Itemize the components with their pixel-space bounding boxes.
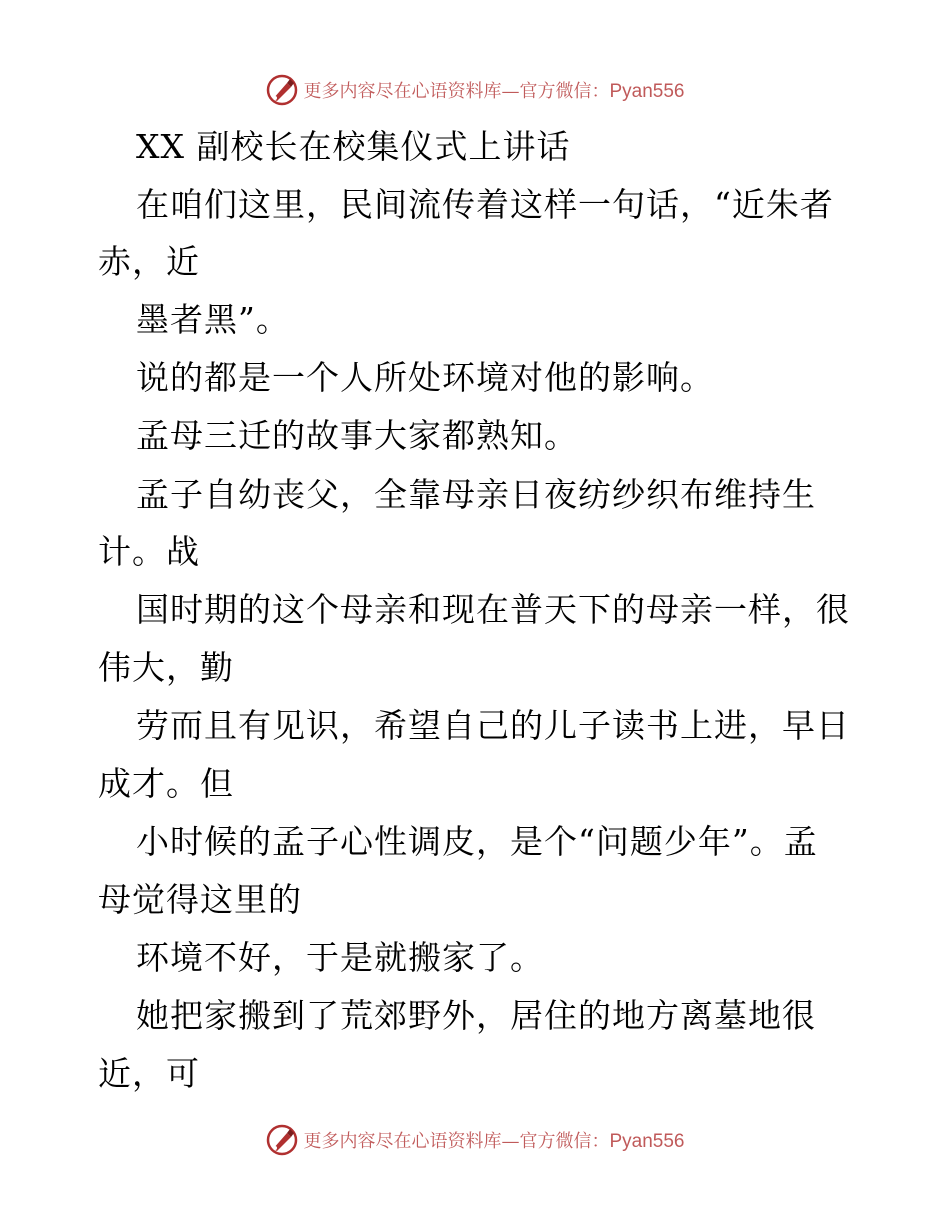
paragraph-line: 孟母三迁的故事大家都熟知。	[136, 416, 578, 455]
wechat-id: Pyan556	[609, 1131, 685, 1152]
paragraph-line: 她把家搬到了荒郊野外，居住的地方离墓地很	[136, 996, 816, 1035]
paragraph-line: 小时候的孟子心性调皮，是个“问题少年”。孟	[136, 822, 818, 861]
paragraph-line: 环境不好，于是就搬家了。	[136, 938, 544, 977]
pen-logo-icon	[265, 1123, 299, 1157]
paragraph-line: 伟大，勤	[98, 648, 234, 687]
paragraph-line: 国时期的这个母亲和现在普天下的母亲一样，很	[136, 590, 850, 629]
footer-watermark-banner	[0, 1120, 950, 1160]
paragraph-line: 孟子自幼丧父，全靠母亲日夜纺纱织布维持生	[136, 475, 816, 514]
paragraph-line: 墨者黑”。	[136, 300, 290, 339]
pen-logo-icon	[265, 73, 299, 107]
paragraph-line: 在咱们这里，民间流传着这样一句话，“近朱者	[136, 185, 834, 224]
wechat-id: Pyan556	[609, 81, 685, 102]
paragraph-line: 成才。但	[98, 764, 234, 803]
watermark-label: 更多内容尽在心语资料库—官方微信：	[303, 81, 610, 102]
paragraph-line: 说的都是一个人所处环境对他的影响。	[136, 358, 714, 397]
watermark-text	[303, 77, 684, 103]
watermark-text	[303, 1127, 684, 1153]
paragraph-line: 劳而且有见识，希望自己的儿子读书上进，早日	[136, 706, 850, 745]
watermark-label: 更多内容尽在心语资料库—官方微信：	[303, 1131, 610, 1152]
paragraph-line: 赤，近	[98, 242, 200, 281]
document-title: XX 副校长在校集仪式上讲话	[136, 127, 571, 166]
paragraph-line: 计。战	[98, 532, 200, 571]
paragraph-line: 近，可	[98, 1054, 200, 1093]
paragraph-line: 母觉得这里的	[98, 880, 302, 919]
header-watermark-banner	[0, 70, 950, 110]
